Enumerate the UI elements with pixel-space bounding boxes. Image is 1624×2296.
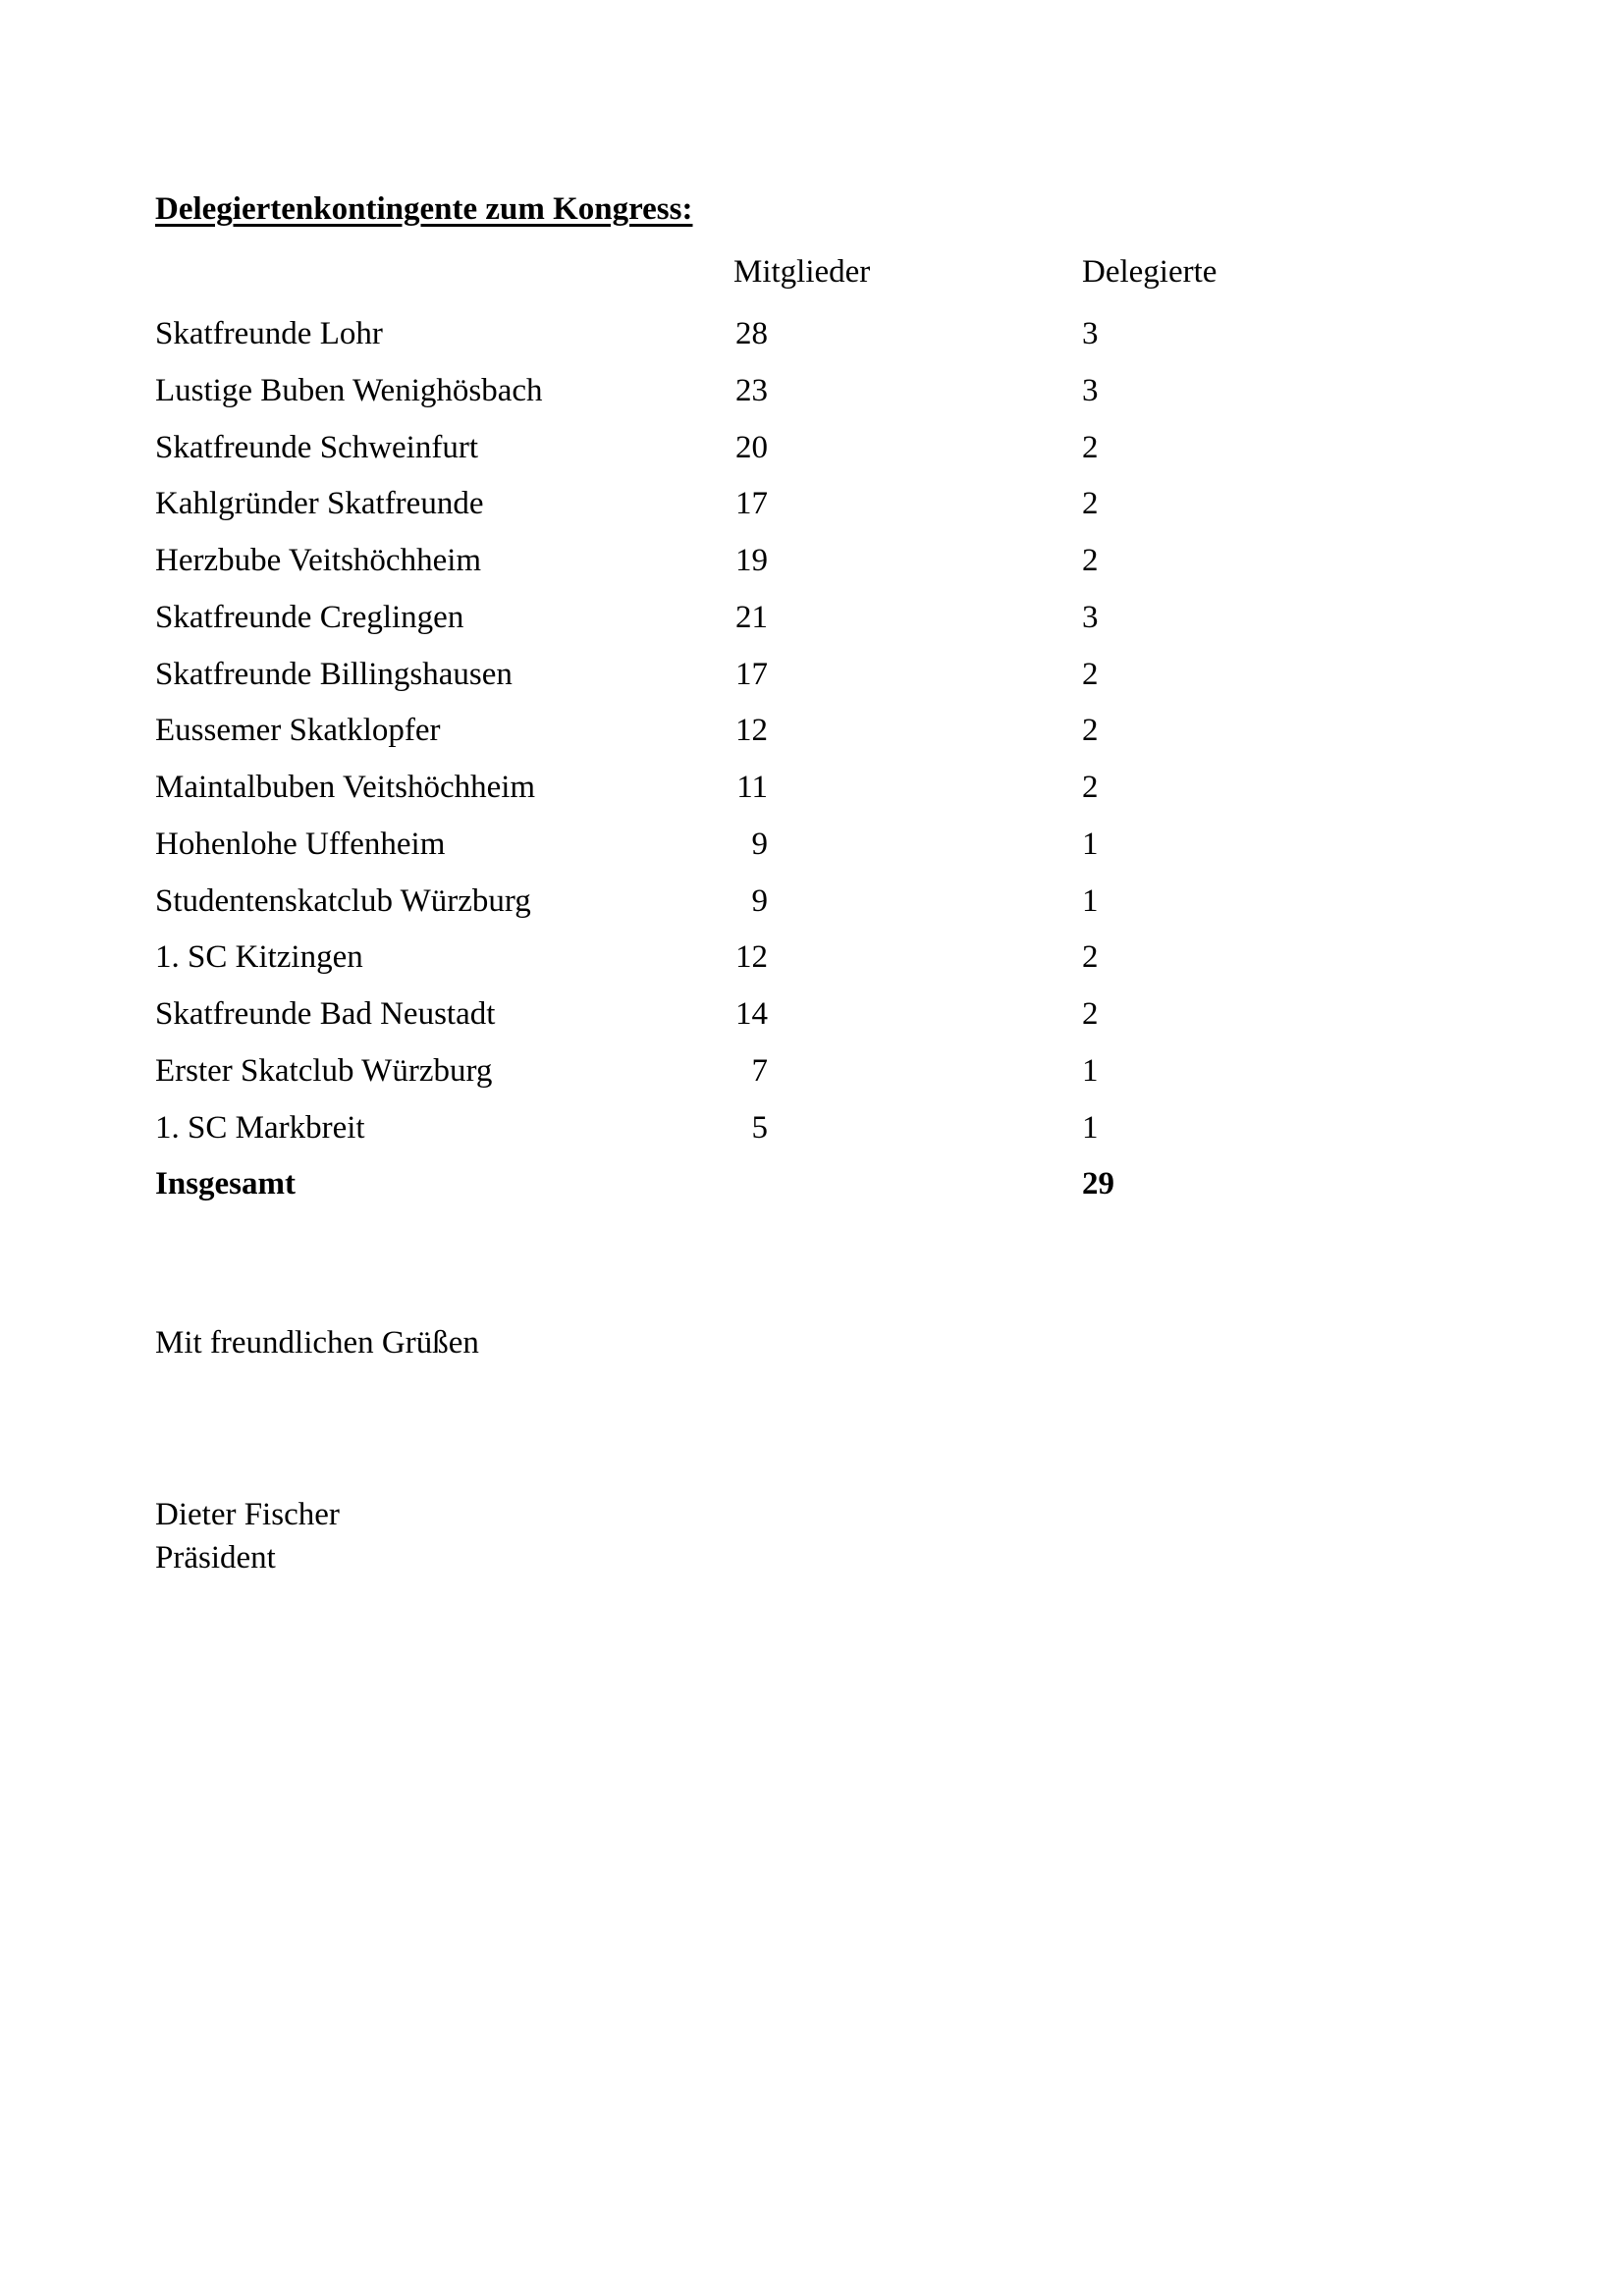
delegierte-value: 1 [1082,1110,1099,1146]
table-total-row [0,1168,1624,1215]
signature-name: Dieter Fischer [155,1497,340,1532]
table-row [0,659,1624,706]
total-label: Insgesamt [155,1166,297,1201]
delegierte-value: 2 [1082,713,1099,748]
total-delegierte-value: 29 [1082,1166,1114,1201]
mitglieder-value: 20 [735,430,768,465]
delegierte-value: 1 [1082,1053,1099,1089]
club-name: Skatfreunde Bad Neustadt [155,996,496,1032]
mitglieder-value: 21 [735,600,768,635]
signature-title: Präsident [155,1540,276,1575]
table-row [0,318,1624,365]
column-header-delegierte: Delegierte [1082,254,1218,290]
table-row [0,545,1624,592]
delegierte-value: 3 [1082,373,1099,408]
club-name: Skatfreunde Creglingen [155,600,464,635]
table-row [0,488,1624,535]
mitglieder-value: 12 [735,713,768,748]
delegierte-value: 1 [1082,883,1099,919]
club-name: Eussemer Skatklopfer [155,713,441,748]
delegierte-value: 2 [1082,543,1099,578]
page-title: Delegiertenkontingente zum Kongress: [155,191,693,227]
table-row [0,885,1624,933]
mitglieder-value: 5 [751,1110,768,1146]
table-row [0,772,1624,819]
table-row [0,941,1624,988]
club-name: Lustige Buben Wenighösbach [155,373,543,408]
column-header-mitglieder: Mitglieder [733,254,871,290]
club-name: Studentenskatclub Würzburg [155,883,531,919]
club-name: Skatfreunde Schweinfurt [155,430,478,465]
club-name: 1. SC Markbreit [155,1110,365,1146]
table-header-row [0,256,1624,303]
club-name: Skatfreunde Billingshausen [155,657,513,692]
delegierte-value: 2 [1082,486,1099,521]
mitglieder-value: 12 [735,939,768,975]
closing-salutation: Mit freundlichen Grüßen [155,1325,479,1361]
club-name: Kahlgründer Skatfreunde [155,486,484,521]
mitglieder-value: 28 [735,316,768,351]
club-name: Erster Skatclub Würzburg [155,1053,493,1089]
mitglieder-value: 7 [751,1053,768,1089]
table-row [0,1055,1624,1102]
table-row [0,375,1624,422]
mitglieder-value: 19 [735,543,768,578]
mitglieder-value: 17 [735,486,768,521]
table-row [0,1112,1624,1159]
mitglieder-value: 9 [751,883,768,919]
delegierte-value: 2 [1082,939,1099,975]
mitglieder-value: 23 [735,373,768,408]
delegierte-value: 1 [1082,827,1099,862]
club-name: Hohenlohe Uffenheim [155,827,446,862]
delegierte-value: 3 [1082,316,1099,351]
club-name: Skatfreunde Lohr [155,316,383,351]
mitglieder-value: 11 [736,770,768,805]
mitglieder-value: 17 [735,657,768,692]
table-row [0,828,1624,876]
table-row [0,998,1624,1045]
club-name: Herzbube Veitshöchheim [155,543,482,578]
delegierte-value: 2 [1082,430,1099,465]
table-row [0,715,1624,762]
club-name: Maintalbuben Veitshöchheim [155,770,536,805]
mitglieder-value: 9 [751,827,768,862]
delegierte-value: 2 [1082,996,1099,1032]
delegierte-value: 2 [1082,657,1099,692]
mitglieder-value: 14 [735,996,768,1032]
table-row [0,432,1624,479]
delegierte-value: 2 [1082,770,1099,805]
delegierte-value: 3 [1082,600,1099,635]
table-row [0,602,1624,649]
club-name: 1. SC Kitzingen [155,939,363,975]
